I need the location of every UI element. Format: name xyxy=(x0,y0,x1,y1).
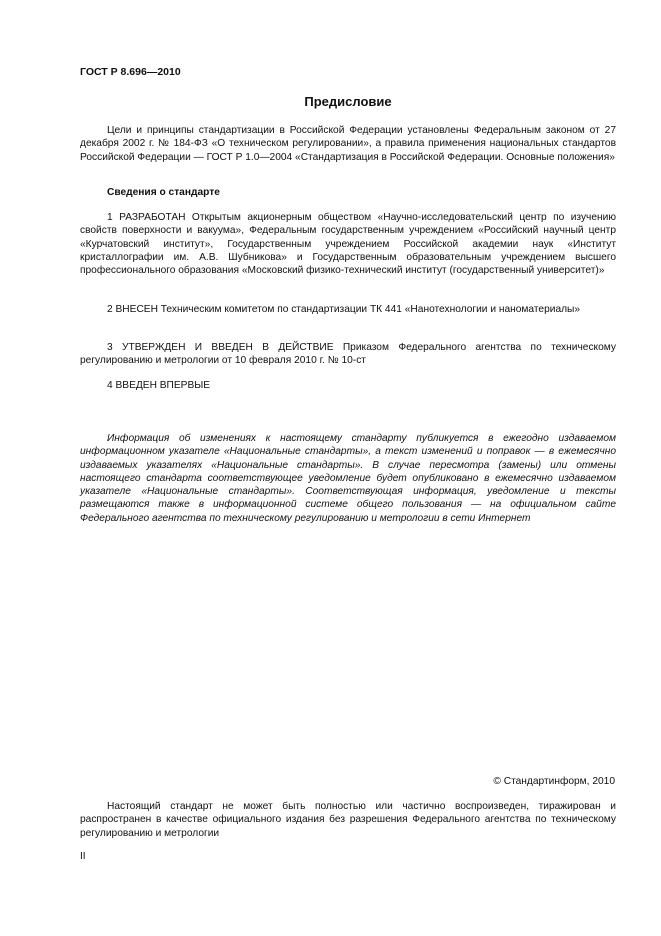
info-item-3: 3 УТВЕРЖДЕН И ВВЕДЕН В ДЕЙСТВИЕ Приказом Федерального агентства по техническому регулированию и метрологии от 10 февраля 2010 г. № 10-ст xyxy=(80,342,616,367)
section-title: Предисловие xyxy=(304,94,392,109)
info-item-2: 2 ВНЕСЕН Техническим комитетом по стандартизации ТК 441 «Нанотехнологии и наноматериалы» xyxy=(107,304,581,315)
document-header: ГОСТ Р 8.696—2010 xyxy=(80,66,181,78)
info-item-4: 4 ВВЕДЕН ВПЕРВЫЕ xyxy=(107,380,211,391)
info-item-1: 1 РАЗРАБОТАН Открытым акционерным обществом «Научно-исследовательский центр по изучению свойств поверхности и вакуума», Федеральным государственным учреждением «Российский научный центр «Курчатовский институт», Государственным учреждением Российской академии наук «Институт кристаллографии им. А.В. Шубникова» и Государственным образовательным учреждением высшего профессионального образования «Московский физико-технический институт (государственный университет)» xyxy=(80,212,616,277)
page-number: II xyxy=(80,851,86,862)
changes-notice: Информация об изменениях к настоящему стандарту публикуется в ежегодно издаваемом информационном указателе «Национальные стандарты», а текст изменений и поправок — в ежемесячно издаваемых указателях «Национальные стандарты». В случае пересмотра (замены) или отмены настоящего стандарта соответствующее уведомление будет опубликовано в ежемесячно издаваемом указателе «Национальные стандарты». Соответствующая информация, уведомление и тексты размещаются также в информационной системе общего пользования — на официальном сайте Федерального агентства по техническому регулированию и метрологии в сети Интернет xyxy=(80,433,616,524)
copyright-line: © Стандартинформ, 2010 xyxy=(493,776,615,787)
reproduction-notice: Настоящий стандарт не может быть полностью или частично воспроизведен, тиражирован и распространен в качестве официального издания без разрешения Федерального агентства по техническому регулированию и метрологии xyxy=(80,801,616,839)
intro-paragraph: Цели и принципы стандартизации в Российской Федерации установлены Федеральным законом от 27 декабря 2002 г. № 184-ФЗ «О техническом регулировании», а правила применения национальных стандартов Российской Федерации — ГОСТ Р 1.0—2004 «Стандартизация в Российской Федерации. Основные положения» xyxy=(80,125,616,163)
standard-info-heading: Сведения о стандарте xyxy=(107,187,220,198)
